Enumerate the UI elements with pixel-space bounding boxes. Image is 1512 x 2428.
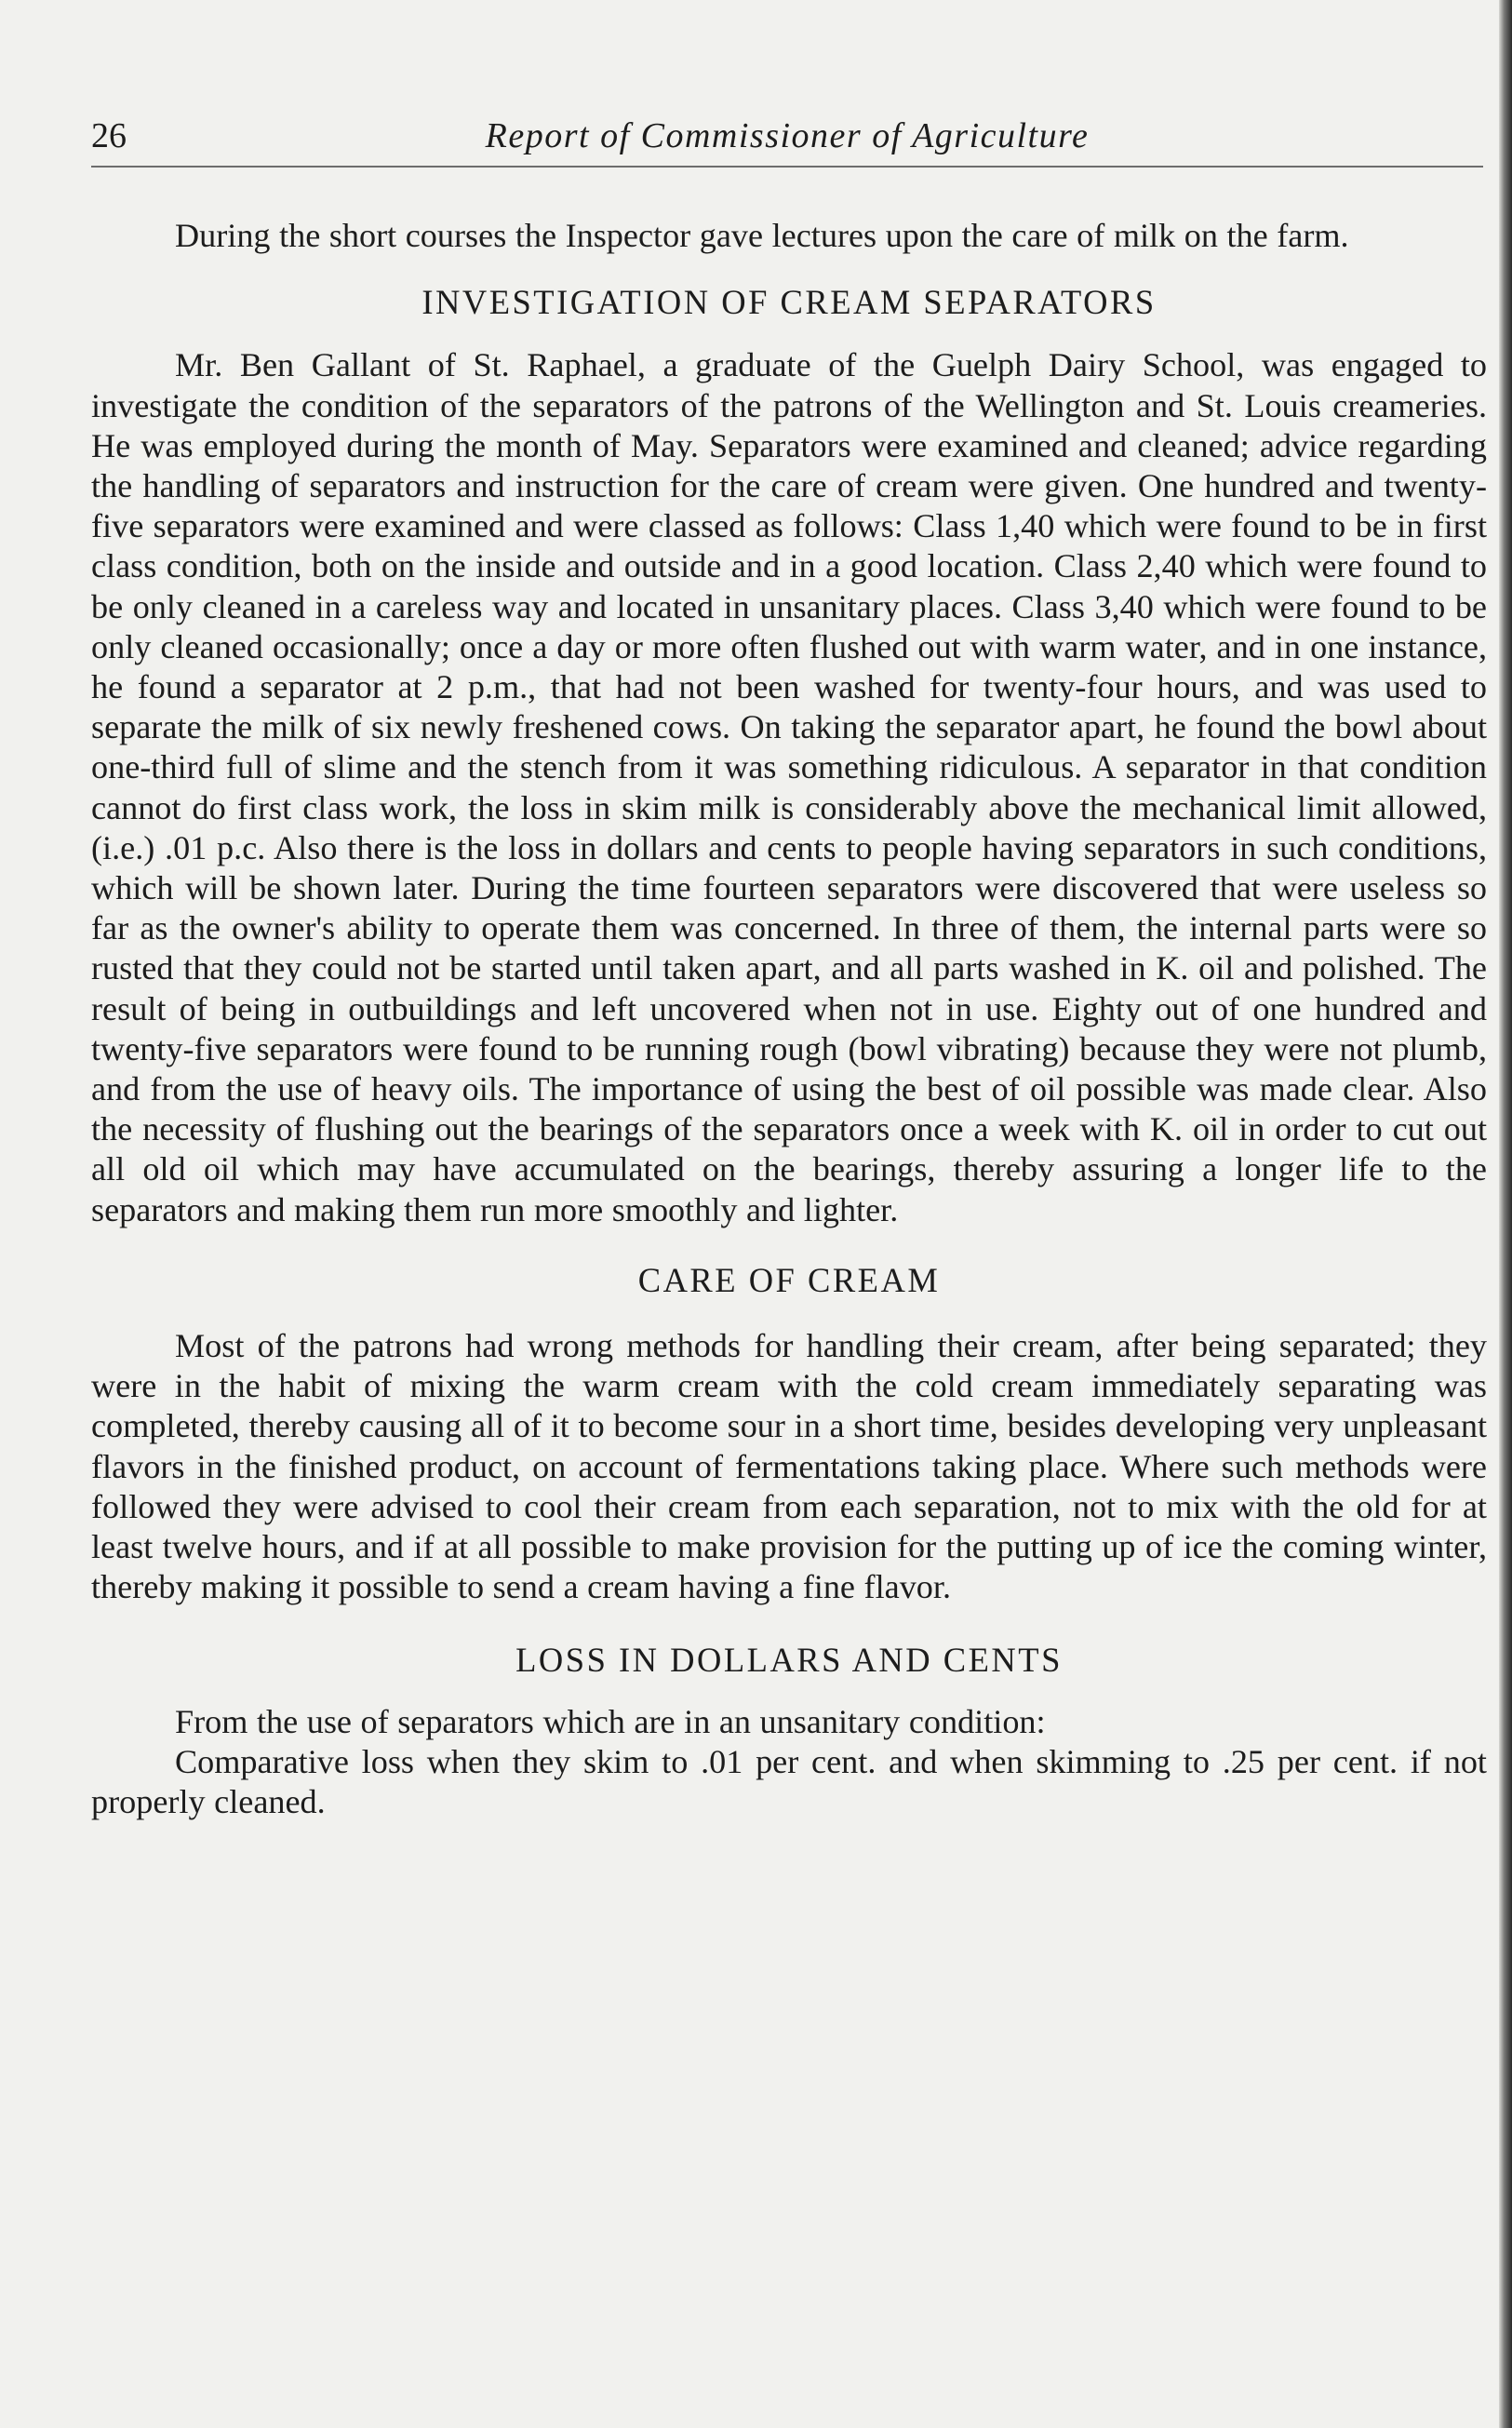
paragraph-care-of-cream: Most of the patrons had wrong methods for handling their cream, after being separated; they were in the habit of mixing the warm cream with the cold cream immediately separating was completed, thereby causing all of it to become sour in a short time, besides developing very unpleasant flavors in the finished product, on account of fermentations taking place. Where such methods were followed they were advised to cool their cream from each separation, not to mix with the old for at least twelve hours, and if at all possible to make provision for the putting up of ice the coming winter, thereby making it possible to send a cream having a fine flavor. <box>91 1327 1487 1606</box>
page-number: 26 <box>91 116 127 155</box>
header-rule <box>91 166 1483 168</box>
page-content <box>91 216 1487 1822</box>
section-heading-investigation: INVESTIGATION OF CREAM SEPARATORS <box>421 283 1157 322</box>
paragraph-milk-care: During the short courses the Inspector gave lectures upon the care of milk on the farm. <box>175 217 1349 254</box>
paragraph-comparative-loss: Comparative loss when they skim to .01 per cent. and when skimming to .25 per cent. if not properly cleaned. <box>91 1742 1487 1821</box>
paragraph-loss-intro: From the use of separators which are in an unsanitary condition: <box>175 1702 1046 1740</box>
paragraph-investigation: Mr. Ben Gallant of St. Raphael, a graduate of the Guelph Dairy School, was engaged to investigate the condition of the separators of the patrons of the Wellington and St. Louis creameries. He was employed during the month of May. Separators were examined and cleaned; advice regarding the handling of separators and instruction for the care of cream were given. One hundred and twenty-five separators were examined and were classed as follows: Class 1,40 which were found to be in first class condition, both on the inside and outside and in a good location. Class 2,40 which were found to be only cleaned in a careless way and located in unsanitary places. Class 3,40 which were found to be only cleaned occasionally; once a day or more often flushed out with warm water, and in one instance, he found a separator at 2 p.m., that had not been washed for twenty-four hours, and was used to separate the milk of six newly freshened cows. On taking the separator apart, he found the bowl about one-third full of slime and the stench from it was something ridiculous. A separator in that condition cannot do first class work, the loss in skim milk is considerably above the mechanical limit allowed, (i.e.) .01 p.c. Also there is the loss in dollars and cents to people having separators in such conditions, which will be shown later. During the time fourteen separators were discovered that were useless so far as the owner's ability to operate them was concerned. In three of them, the internal parts were so rusted that they could not be started until taken apart, and all parts washed in K. oil and polished. The result of being in outbuildings and left uncovered when not in use. Eighty out of one hundred and twenty-five separators were found to be running rough (bowl vibrating) because they were not plumb, and from the use of heavy oils. The importance of using the best of oil possible was made clear. Also the necessity of flushing out the bearings of the separators once a week with K. oil in order to cut out all old oil which may have accumulated on the bearings, thereby assuring a longer life to the separators and making them run more smoothly and lighter. <box>91 346 1487 1228</box>
section-heading-care-of-cream: CARE OF CREAM <box>637 1260 941 1299</box>
page-header <box>91 114 1483 166</box>
section-heading-loss: LOSS IN DOLLARS AND CENTS <box>515 1640 1063 1679</box>
running-title: Report of Commissioner of Agriculture <box>485 116 1090 155</box>
page-edge-shadow <box>1499 0 1512 2428</box>
